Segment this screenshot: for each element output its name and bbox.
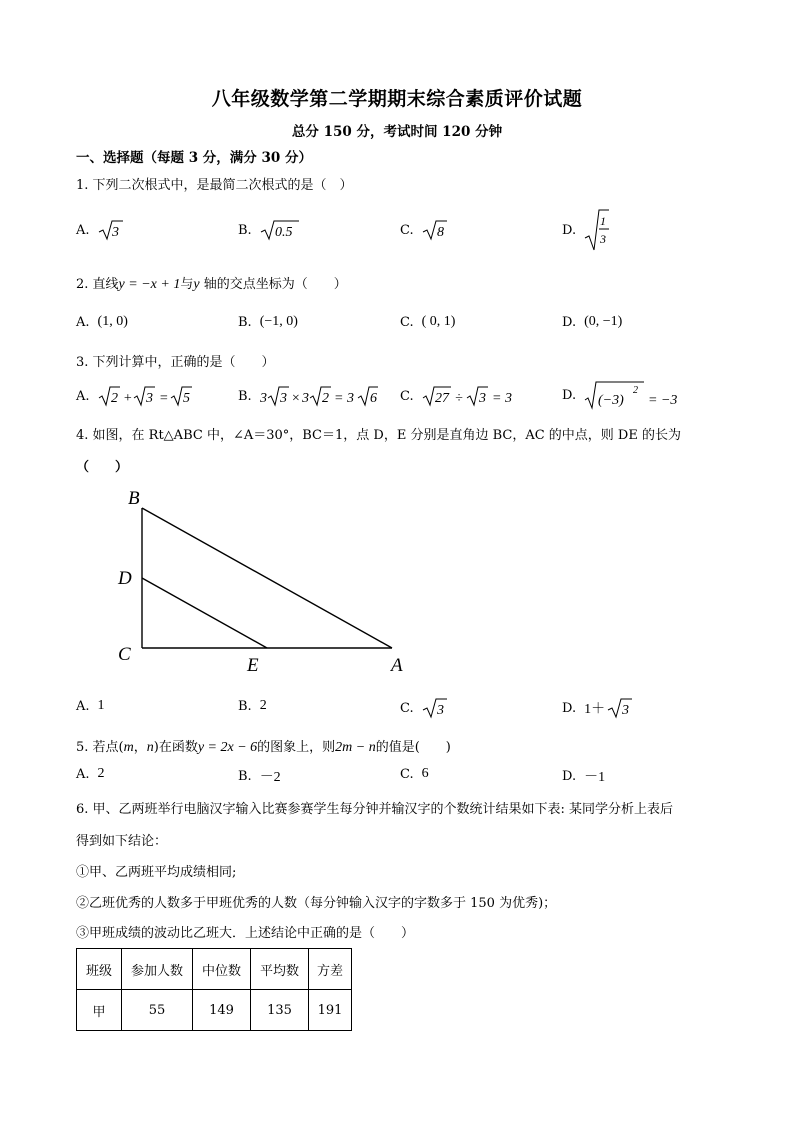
- svg-text:=: =: [158, 391, 168, 406]
- option-label: C.: [400, 222, 414, 238]
- q4-option-c[interactable]: C. 3: [400, 697, 448, 719]
- svg-text:3: 3: [478, 391, 486, 406]
- svg-text:3: 3: [145, 391, 153, 406]
- q3-option-b[interactable]: B. 3 3 × 3 2 = 3 6: [238, 385, 378, 407]
- q3-option-d[interactable]: D. (−3) 2 = −3: [562, 380, 694, 410]
- sqrt-icon: [607, 697, 633, 719]
- svg-text:5: 5: [182, 391, 190, 406]
- q2-option-d[interactable]: D. (0, −1): [562, 314, 623, 330]
- svg-text:2: 2: [110, 391, 118, 406]
- table-header-cell: 参加人数: [122, 949, 193, 990]
- table-cell: 149: [193, 990, 251, 1031]
- question-5-stem: 5. 若点(m，n)在函数y = 2x − 6的图象上，则2m − n的值是( ): [76, 740, 451, 755]
- svg-text:(−3): (−3): [598, 393, 624, 408]
- label-e: E: [247, 655, 259, 676]
- conclusion-1: ①甲、乙两班平均成绩相同;: [76, 865, 237, 880]
- table-cell: 191: [309, 990, 352, 1031]
- table-row: [77, 990, 352, 1031]
- question-1-stem: 1. 下列二次根式中，是最简二次根式的是（ ）: [76, 178, 353, 193]
- q2-option-c[interactable]: C. ( 0, 1): [400, 314, 456, 330]
- label-c: C: [118, 644, 131, 665]
- q5-option-c[interactable]: C. 6: [400, 766, 429, 782]
- question-2-stem: 2. 直线y = −x + 1与y 轴的交点坐标为（ ）: [76, 277, 347, 292]
- conclusion-3: ③甲班成绩的波动比乙班大．上述结论中正确的是（ ）: [76, 926, 415, 941]
- q5-option-a[interactable]: A. 2: [76, 766, 105, 782]
- segment-de: [142, 578, 267, 648]
- svg-text:27: 27: [434, 391, 449, 406]
- triangle-figure: [110, 484, 420, 679]
- table-header-cell: 平均数: [251, 949, 309, 990]
- sqrt-icon: [260, 219, 300, 241]
- sqrt-icon: [422, 697, 448, 719]
- table-header-cell: 方差: [309, 949, 352, 990]
- question-4-stem: 4. 如图，在 Rt△ABC 中，∠A＝30°，BC＝1，点 D，E 分别是直角边 BC，AC 的中点，则 DE 的长为: [76, 428, 681, 443]
- question-4-paren: （ ）: [76, 460, 129, 475]
- numerator: 1: [600, 214, 607, 228]
- q2-option-a[interactable]: A. (1, 0): [76, 314, 128, 330]
- q3-option-a[interactable]: A. 2 + 3 = 5: [76, 385, 198, 407]
- svg-text:3: 3: [279, 391, 287, 406]
- svg-text:= 3: = 3: [333, 391, 354, 406]
- radicand: 0.5: [274, 225, 293, 240]
- q1-option-b[interactable]: [238, 219, 300, 241]
- option-label: D.: [562, 222, 577, 238]
- label-b: B: [128, 488, 140, 509]
- denominator: 3: [600, 232, 607, 246]
- table-cell: 135: [251, 990, 309, 1031]
- sqrt-fraction-icon: [584, 208, 610, 252]
- table-header-row: [77, 949, 352, 990]
- radicand: 8: [436, 225, 444, 240]
- exam-title: 八年级数学第二学期期末综合素质评价试题: [211, 88, 583, 110]
- question-3-stem: 3. 下列计算中，正确的是（ ）: [76, 355, 275, 370]
- svg-text:3: 3: [259, 391, 267, 406]
- conclusion-2: ②乙班优秀的人数多于甲班优秀的人数（每分钟输入汉字的字数多于 150 为优秀)；: [76, 896, 557, 911]
- q4-option-b[interactable]: B. 2: [238, 698, 267, 714]
- q3-option-c[interactable]: C. 27 ÷ 3 = 3: [400, 385, 518, 407]
- section-heading: 一、选择题（每题 3 分，满分 30 分）: [76, 150, 312, 166]
- q1-option-d[interactable]: [562, 208, 610, 252]
- sqrt-icon: [98, 219, 124, 241]
- label-a: A: [391, 655, 403, 676]
- svg-text:= −3: = −3: [648, 393, 678, 408]
- radicand: 3: [111, 225, 119, 240]
- sqrt-expression: [422, 385, 518, 407]
- q2-option-b[interactable]: B. (−1, 0): [238, 314, 298, 330]
- q1-option-a[interactable]: [76, 219, 124, 241]
- svg-text:×: ×: [290, 391, 301, 406]
- table-cell: 55: [122, 990, 193, 1031]
- svg-text:2: 2: [633, 385, 639, 396]
- sqrt-expression: [98, 385, 198, 407]
- q4-option-a[interactable]: A. 1: [76, 698, 105, 714]
- exam-subtitle: 总分 150 分，考试时间 120 分钟: [291, 124, 503, 140]
- q1-option-c[interactable]: [400, 219, 448, 241]
- side-ab: [142, 508, 392, 648]
- stats-table: [76, 948, 352, 1031]
- function-equation: y = 2x − 6: [197, 740, 258, 755]
- svg-text:÷: ÷: [454, 391, 463, 406]
- question-6-line-2: 得到如下结论：: [76, 834, 168, 849]
- svg-text:+: +: [122, 391, 132, 406]
- line-equation: y = −x + 1: [118, 277, 181, 292]
- sqrt-icon: [422, 219, 448, 241]
- q4-option-d[interactable]: D. 1＋ 3: [562, 697, 633, 719]
- svg-text:2: 2: [321, 391, 329, 406]
- svg-text:3: 3: [436, 703, 444, 718]
- q5-option-b[interactable]: B. －2: [238, 768, 281, 785]
- q5-option-d[interactable]: D. －1: [562, 768, 606, 785]
- question-6-line-1: 6. 甲、乙两班举行电脑汉字输入比赛参赛学生每分钟并输汉字的个数统计结果如下表: 某同学分析上表后: [76, 802, 674, 817]
- svg-text:3: 3: [301, 391, 309, 406]
- label-d: D: [118, 568, 132, 589]
- table-cell: 甲: [77, 990, 122, 1031]
- option-label: B.: [238, 222, 252, 238]
- sqrt-expression: [584, 380, 694, 410]
- table-header-cell: 中位数: [193, 949, 251, 990]
- svg-text:= 3: = 3: [491, 391, 512, 406]
- table-header-cell: 班级: [77, 949, 122, 990]
- svg-text:6: 6: [369, 391, 377, 406]
- sqrt-expression: [260, 385, 378, 407]
- svg-text:3: 3: [622, 703, 630, 718]
- option-label: A.: [76, 222, 90, 238]
